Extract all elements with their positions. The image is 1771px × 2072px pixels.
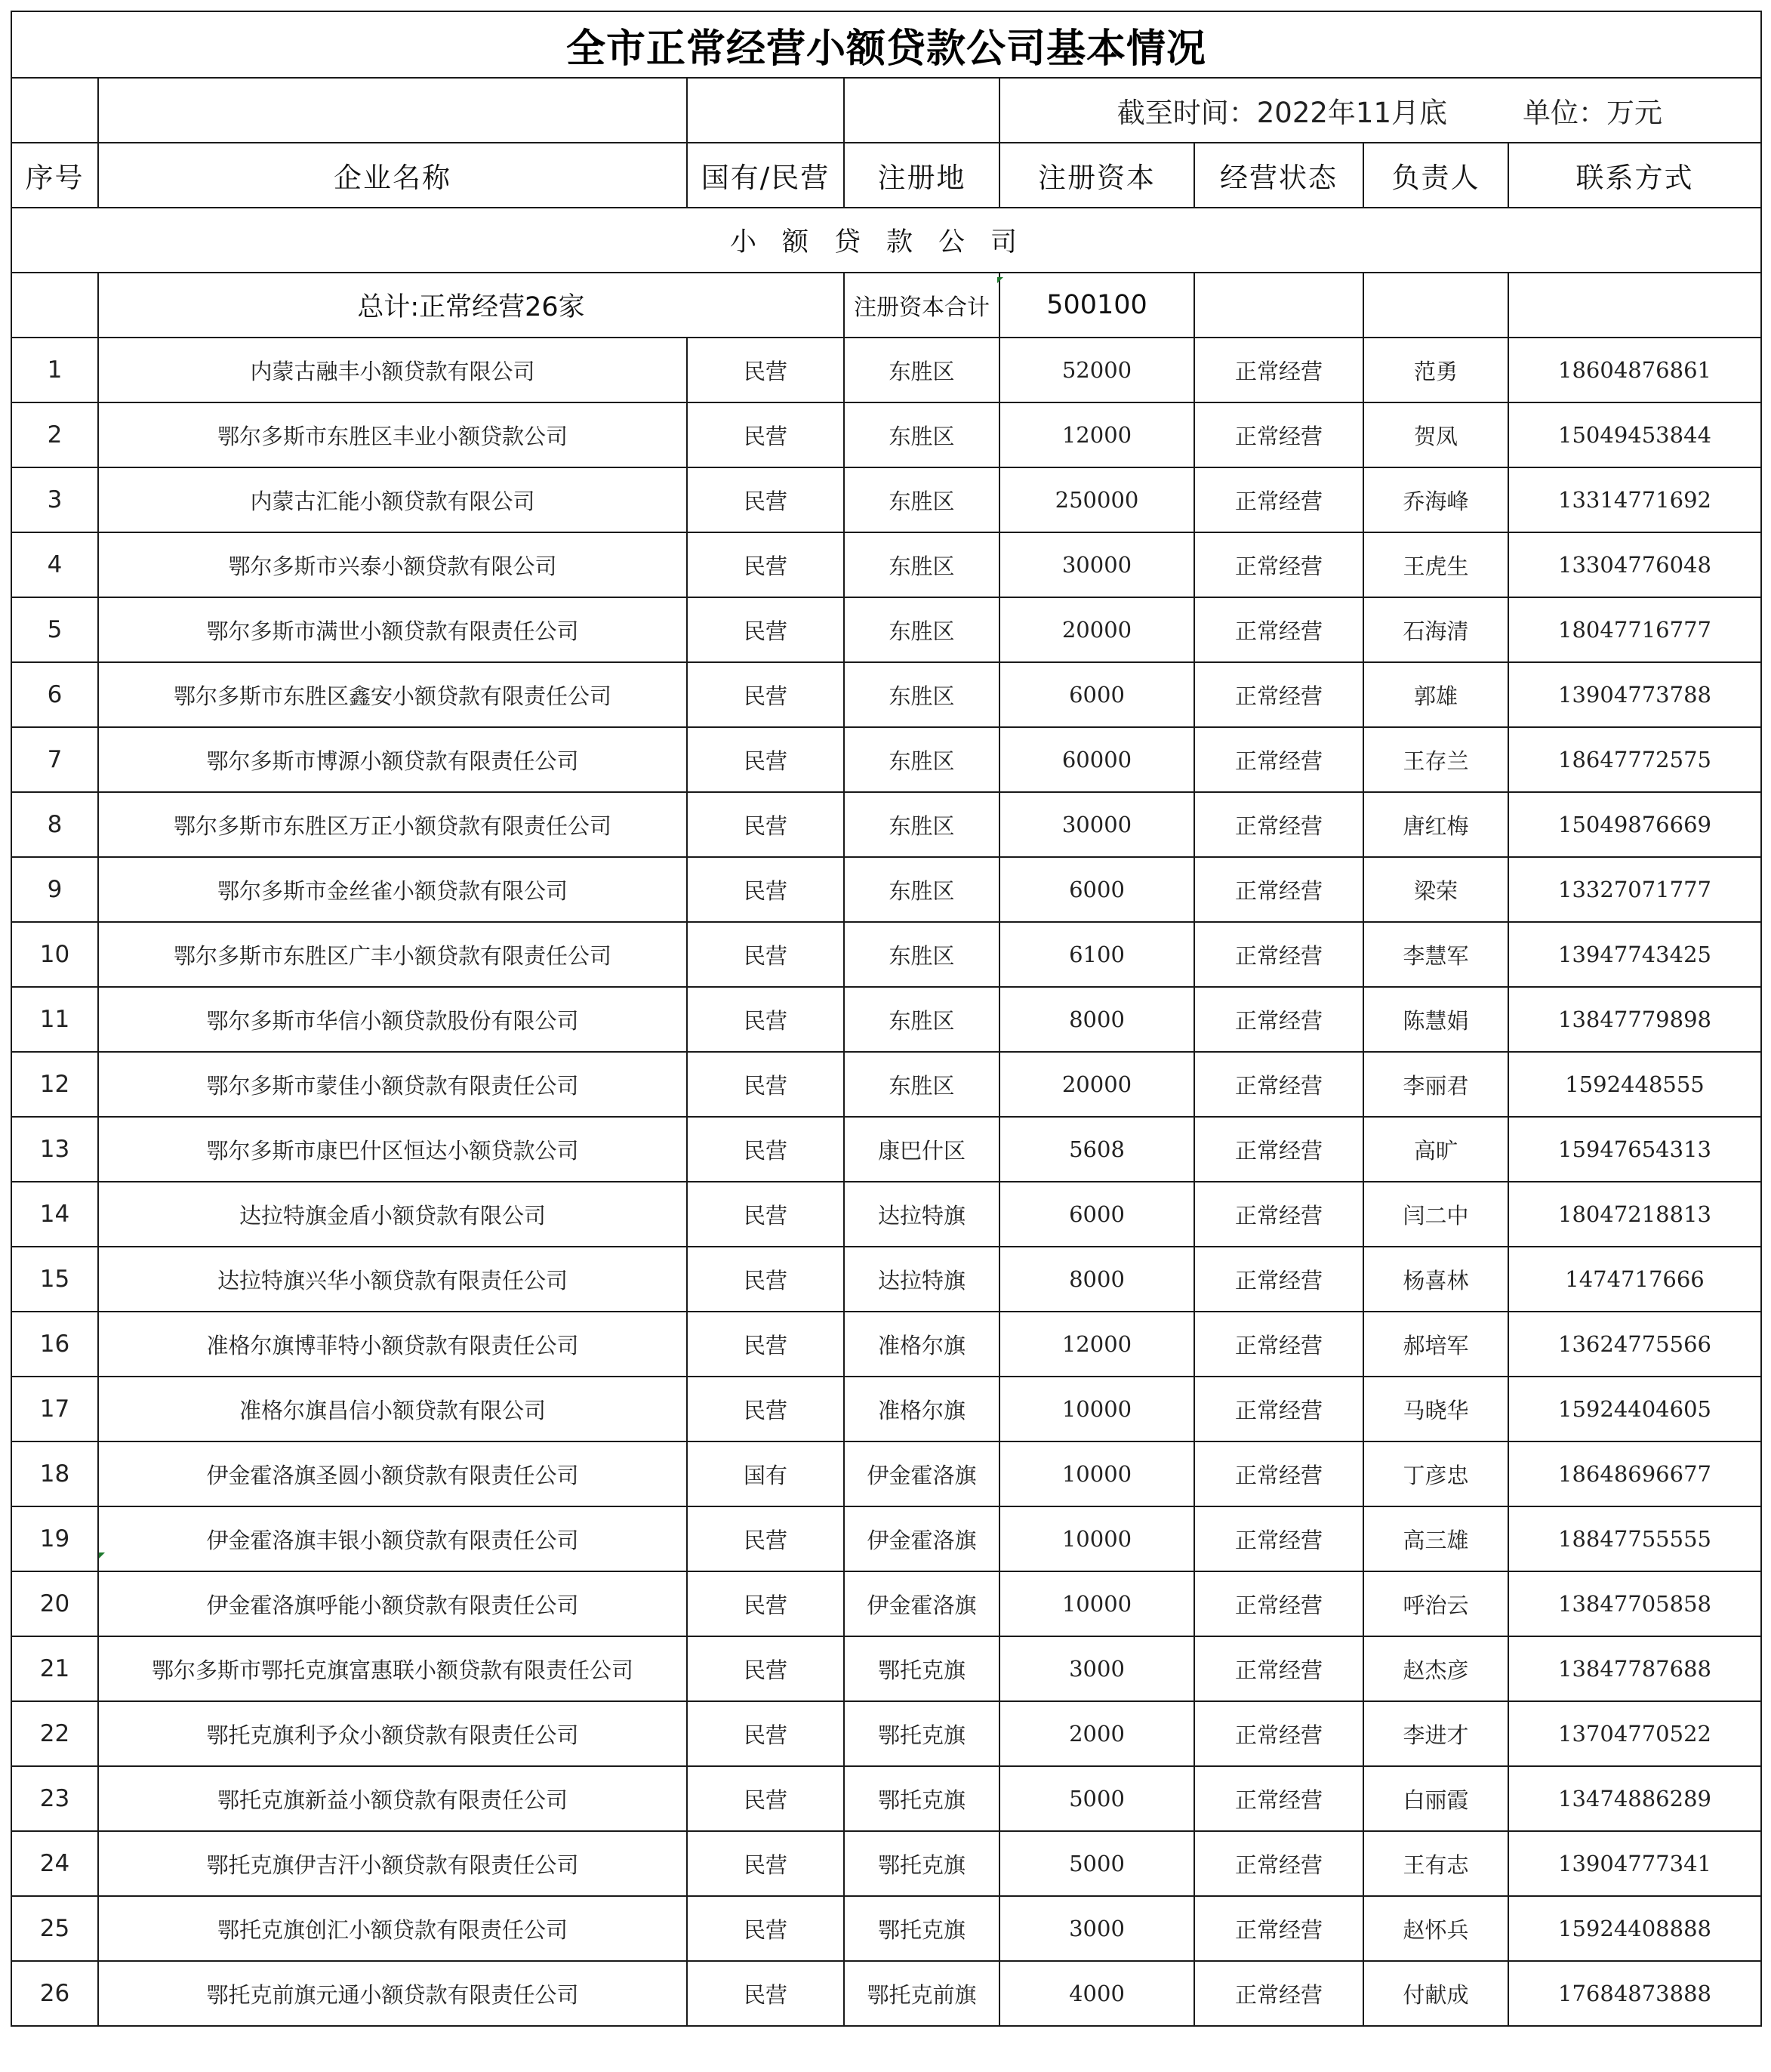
cell-person[interactable]: 马晓华 — [1363, 1377, 1508, 1441]
cell-person[interactable]: 李进才 — [1363, 1701, 1508, 1766]
cell-location[interactable]: 东胜区 — [844, 402, 999, 467]
cell-capital[interactable]: 8000 — [999, 987, 1194, 1052]
table-row — [11, 792, 1761, 857]
cell-no[interactable]: 9 — [11, 857, 98, 922]
cell-status[interactable]: 正常经营 — [1194, 467, 1363, 532]
cell-company-name[interactable]: 伊金霍洛旗呼能小额贷款有限责任公司 — [98, 1571, 687, 1636]
total-label[interactable]: 总计:正常经营26家 — [98, 273, 844, 338]
cell-no[interactable]: 8 — [11, 792, 98, 857]
cell-company-name[interactable]: 达拉特旗金盾小额贷款有限公司 — [98, 1182, 687, 1247]
cell-status[interactable]: 正常经营 — [1194, 1506, 1363, 1571]
cell-company-name[interactable]: 鄂尔多斯市金丝雀小额贷款有限公司 — [98, 857, 687, 922]
table-row — [11, 1831, 1761, 1896]
cell-status[interactable]: 正常经营 — [1194, 1961, 1363, 2026]
cell-capital[interactable]: 6000 — [999, 1182, 1194, 1247]
cell-location[interactable]: 鄂托克旗 — [844, 1636, 999, 1701]
cell-capital[interactable]: 12000 — [999, 1312, 1194, 1377]
cell-ownership[interactable]: 民营 — [687, 1117, 844, 1182]
cell-location[interactable]: 鄂托克前旗 — [844, 1961, 999, 2026]
as-of-date: 截至时间：2022年11月底 — [1116, 97, 1448, 129]
cell-company-name[interactable]: 鄂托克旗利予众小额贷款有限责任公司 — [98, 1701, 687, 1766]
cell-capital[interactable]: 2000 — [999, 1701, 1194, 1766]
cell-phone[interactable]: 13704770522 — [1508, 1701, 1761, 1766]
loan-companies-table — [11, 11, 1762, 2027]
cell-status[interactable]: 正常经营 — [1194, 727, 1363, 792]
cell-phone[interactable]: 13304776048 — [1508, 532, 1761, 597]
cell-phone[interactable]: 15049453844 — [1508, 402, 1761, 467]
table-row — [11, 1182, 1761, 1247]
cell-no[interactable]: 4 — [11, 532, 98, 597]
meta-empty-cell[interactable] — [687, 78, 844, 143]
cell-person[interactable]: 郭雄 — [1363, 662, 1508, 727]
cell-location[interactable]: 康巴什区 — [844, 1117, 999, 1182]
meta-row — [11, 78, 1761, 143]
total-empty-cell[interactable] — [1508, 273, 1761, 338]
table-row — [11, 1117, 1761, 1182]
cell-capital[interactable]: 12000 — [999, 402, 1194, 467]
section-row — [11, 208, 1761, 273]
cell-location[interactable]: 东胜区 — [844, 662, 999, 727]
meta-empty-cell[interactable] — [98, 78, 687, 143]
cell-ownership[interactable]: 民营 — [687, 1896, 844, 1961]
cell-phone[interactable]: 13474886289 — [1508, 1766, 1761, 1831]
cell-phone[interactable]: 15924408888 — [1508, 1896, 1761, 1961]
table-row — [11, 1766, 1761, 1831]
cell-location[interactable]: 达拉特旗 — [844, 1247, 999, 1312]
cell-phone[interactable]: 13327071777 — [1508, 857, 1761, 922]
cell-capital[interactable]: 4000 — [999, 1961, 1194, 2026]
header-ownership[interactable]: 国有/民营 — [687, 143, 844, 208]
cell-status[interactable]: 正常经营 — [1194, 662, 1363, 727]
cell-person[interactable]: 赵杰彦 — [1363, 1636, 1508, 1701]
cell-ownership[interactable]: 民营 — [687, 1052, 844, 1117]
cell-location[interactable]: 东胜区 — [844, 857, 999, 922]
cell-phone[interactable]: 18647772575 — [1508, 727, 1761, 792]
cell-ownership[interactable]: 民营 — [687, 338, 844, 402]
cell-person[interactable]: 陈慧娟 — [1363, 987, 1508, 1052]
cell-ownership[interactable]: 民营 — [687, 597, 844, 662]
cell-capital[interactable]: 10000 — [999, 1441, 1194, 1506]
table-row — [11, 597, 1761, 662]
cell-no[interactable]: 21 — [11, 1636, 98, 1701]
header-phone[interactable]: 联系方式 — [1508, 143, 1761, 208]
table-row — [11, 402, 1761, 467]
cell-person[interactable]: 王有志 — [1363, 1831, 1508, 1896]
cell-person[interactable]: 梁荣 — [1363, 857, 1508, 922]
cell-company-name[interactable]: 鄂托克旗伊吉汗小额贷款有限责任公司 — [98, 1831, 687, 1896]
section-title[interactable]: 小额贷款公司 — [11, 208, 1761, 273]
total-row — [11, 273, 1761, 338]
total-empty-cell[interactable] — [1363, 273, 1508, 338]
cell-status[interactable]: 正常经营 — [1194, 987, 1363, 1052]
cell-person[interactable]: 王虎生 — [1363, 532, 1508, 597]
cell-person[interactable]: 丁彦忠 — [1363, 1441, 1508, 1506]
cell-person[interactable]: 李丽君 — [1363, 1052, 1508, 1117]
cell-phone[interactable]: 18047218813 — [1508, 1182, 1761, 1247]
cell-location[interactable]: 伊金霍洛旗 — [844, 1441, 999, 1506]
cell-status[interactable]: 正常经营 — [1194, 1766, 1363, 1831]
cell-person[interactable]: 呼治云 — [1363, 1571, 1508, 1636]
cell-capital[interactable]: 6100 — [999, 922, 1194, 987]
table-row — [11, 1506, 1761, 1571]
cell-location[interactable]: 鄂托克旗 — [844, 1701, 999, 1766]
cell-company-name[interactable]: 内蒙古融丰小额贷款有限公司 — [98, 338, 687, 402]
cell-phone[interactable]: 13947743425 — [1508, 922, 1761, 987]
cell-location[interactable]: 东胜区 — [844, 338, 999, 402]
cell-ownership[interactable]: 民营 — [687, 402, 844, 467]
cell-person[interactable]: 范勇 — [1363, 338, 1508, 402]
cell-capital[interactable]: 5000 — [999, 1831, 1194, 1896]
cell-status[interactable]: 正常经营 — [1194, 597, 1363, 662]
cell-capital[interactable]: 10000 — [999, 1571, 1194, 1636]
cell-status[interactable]: 正常经营 — [1194, 1117, 1363, 1182]
table-row — [11, 1441, 1761, 1506]
cell-location[interactable]: 鄂托克旗 — [844, 1831, 999, 1896]
page-title[interactable]: 全市正常经营小额贷款公司基本情况 — [11, 11, 1761, 78]
table-row — [11, 1571, 1761, 1636]
cell-phone[interactable]: 18648696677 — [1508, 1441, 1761, 1506]
title-row — [11, 11, 1761, 78]
cell-person[interactable]: 白丽霞 — [1363, 1766, 1508, 1831]
cell-ownership[interactable]: 民营 — [687, 1571, 844, 1636]
cell-ownership[interactable]: 民营 — [687, 987, 844, 1052]
meta-empty-cell[interactable] — [11, 78, 98, 143]
header-capital[interactable]: 注册资本 — [999, 143, 1194, 208]
table-row — [11, 857, 1761, 922]
table-row — [11, 1052, 1761, 1117]
header-no[interactable]: 序号 — [11, 143, 98, 208]
table-row — [11, 727, 1761, 792]
cell-company-name[interactable]: 达拉特旗兴华小额贷款有限责任公司 — [98, 1247, 687, 1312]
table-row — [11, 1312, 1761, 1377]
cell-company-name[interactable]: 鄂尔多斯市康巴什区恒达小额贷款公司 — [98, 1117, 687, 1182]
cell-company-name[interactable]: 鄂尔多斯市东胜区万正小额贷款有限责任公司 — [98, 792, 687, 857]
cell-no[interactable]: 26 — [11, 1961, 98, 2026]
cell-ownership[interactable]: 民营 — [687, 857, 844, 922]
cell-status[interactable]: 正常经营 — [1194, 1377, 1363, 1441]
cell-status[interactable]: 正常经营 — [1194, 1052, 1363, 1117]
cell-location[interactable]: 东胜区 — [844, 532, 999, 597]
cell-location[interactable]: 东胜区 — [844, 727, 999, 792]
cell-person[interactable]: 王存兰 — [1363, 727, 1508, 792]
cell-company-name[interactable]: 鄂尔多斯市兴泰小额贷款有限公司 — [98, 532, 687, 597]
cell-ownership[interactable]: 民营 — [687, 1182, 844, 1247]
cell-ownership[interactable]: 民营 — [687, 1766, 844, 1831]
meta-cell[interactable] — [999, 78, 1761, 143]
cell-capital[interactable]: 30000 — [999, 792, 1194, 857]
cell-ownership[interactable]: 民营 — [687, 1506, 844, 1571]
cell-no[interactable]: 2 — [11, 402, 98, 467]
header-person[interactable]: 负责人 — [1363, 143, 1508, 208]
cell-phone[interactable]: 18847755555 — [1508, 1506, 1761, 1571]
table-row — [11, 338, 1761, 402]
cell-location[interactable]: 东胜区 — [844, 467, 999, 532]
cell-phone[interactable]: 15924404605 — [1508, 1377, 1761, 1441]
cell-no[interactable]: 7 — [11, 727, 98, 792]
cell-no[interactable]: 16 — [11, 1312, 98, 1377]
cell-status[interactable]: 正常经营 — [1194, 338, 1363, 402]
cell-phone[interactable]: 13847779898 — [1508, 987, 1761, 1052]
cell-ownership[interactable]: 国有 — [687, 1441, 844, 1506]
cell-phone[interactable]: 15049876669 — [1508, 792, 1761, 857]
cell-company-name[interactable]: 准格尔旗昌信小额贷款有限公司 — [98, 1377, 687, 1441]
cell-no[interactable]: 6 — [11, 662, 98, 727]
cell-person[interactable]: 赵怀兵 — [1363, 1896, 1508, 1961]
cell-no[interactable]: 5 — [11, 597, 98, 662]
meta-empty-cell[interactable] — [844, 78, 999, 143]
header-row — [11, 143, 1761, 208]
cell-capital[interactable]: 5608 — [999, 1117, 1194, 1182]
cell-phone[interactable]: 13847705858 — [1508, 1571, 1761, 1636]
table-row — [11, 532, 1761, 597]
cell-person[interactable]: 付献成 — [1363, 1961, 1508, 2026]
cell-phone[interactable]: 13624775566 — [1508, 1312, 1761, 1377]
cell-ownership[interactable]: 民营 — [687, 1377, 844, 1441]
cell-company-name[interactable]: 鄂尔多斯市蒙佳小额贷款有限责任公司 — [98, 1052, 687, 1117]
cell-capital[interactable]: 250000 — [999, 467, 1194, 532]
cell-company-name[interactable]: 鄂尔多斯市东胜区鑫安小额贷款有限责任公司 — [98, 662, 687, 727]
cell-ownership[interactable]: 民营 — [687, 727, 844, 792]
cell-capital[interactable]: 3000 — [999, 1896, 1194, 1961]
cell-capital[interactable]: 8000 — [999, 1247, 1194, 1312]
cell-no[interactable]: 1 — [11, 338, 98, 402]
cell-location[interactable]: 东胜区 — [844, 597, 999, 662]
meta-wrap — [1000, 90, 1760, 131]
cell-no[interactable]: 14 — [11, 1182, 98, 1247]
cell-person[interactable]: 唐红梅 — [1363, 792, 1508, 857]
cell-location[interactable]: 准格尔旗 — [844, 1312, 999, 1377]
cell-ownership[interactable]: 民营 — [687, 792, 844, 857]
cell-ownership[interactable]: 民营 — [687, 1831, 844, 1896]
cell-phone[interactable]: 1592448555 — [1508, 1052, 1761, 1117]
cell-capital[interactable]: 6000 — [999, 857, 1194, 922]
cell-capital[interactable]: 6000 — [999, 662, 1194, 727]
cell-no[interactable]: 13 — [11, 1117, 98, 1182]
cell-status[interactable]: 正常经营 — [1194, 1182, 1363, 1247]
cell-company-name[interactable]: 鄂尔多斯市东胜区丰业小额贷款公司 — [98, 402, 687, 467]
cell-phone[interactable]: 18047716777 — [1508, 597, 1761, 662]
cell-location[interactable]: 准格尔旗 — [844, 1377, 999, 1441]
cell-status[interactable]: 正常经营 — [1194, 1831, 1363, 1896]
cell-no[interactable]: 11 — [11, 987, 98, 1052]
header-location[interactable]: 注册地 — [844, 143, 999, 208]
cell-location[interactable]: 伊金霍洛旗 — [844, 1571, 999, 1636]
cell-ownership[interactable]: 民营 — [687, 922, 844, 987]
cell-ownership[interactable]: 民营 — [687, 1636, 844, 1701]
table-row — [11, 1377, 1761, 1441]
cell-phone[interactable]: 15947654313 — [1508, 1117, 1761, 1182]
cell-company-name[interactable]: 内蒙古汇能小额贷款有限公司 — [98, 467, 687, 532]
cell-status[interactable]: 正常经营 — [1194, 1441, 1363, 1506]
cell-capital[interactable]: 60000 — [999, 727, 1194, 792]
cell-no[interactable]: 25 — [11, 1896, 98, 1961]
cell-person[interactable]: 杨喜林 — [1363, 1247, 1508, 1312]
cell-person[interactable]: 李慧军 — [1363, 922, 1508, 987]
cell-status[interactable]: 正常经营 — [1194, 922, 1363, 987]
table-row — [11, 987, 1761, 1052]
cell-location[interactable]: 东胜区 — [844, 1052, 999, 1117]
cell-ownership[interactable]: 民营 — [687, 1312, 844, 1377]
cell-no[interactable]: 3 — [11, 467, 98, 532]
table-row — [11, 662, 1761, 727]
cell-company-name[interactable]: 鄂尔多斯市鄂托克旗富惠联小额贷款有限责任公司 — [98, 1636, 687, 1701]
spreadsheet — [11, 11, 1760, 2027]
cell-person[interactable]: 高旷 — [1363, 1117, 1508, 1182]
cell-no[interactable]: 19 — [11, 1506, 98, 1571]
cell-phone[interactable]: 1474717666 — [1508, 1247, 1761, 1312]
cell-company-name[interactable]: 鄂托克前旗元通小额贷款有限责任公司 — [98, 1961, 687, 2026]
cell-status[interactable]: 正常经营 — [1194, 532, 1363, 597]
table-row — [11, 1636, 1761, 1701]
cell-phone[interactable]: 13314771692 — [1508, 467, 1761, 532]
cell-phone[interactable]: 13904777341 — [1508, 1831, 1761, 1896]
cell-no[interactable]: 18 — [11, 1441, 98, 1506]
cell-capital[interactable]: 20000 — [999, 597, 1194, 662]
cell-location[interactable]: 伊金霍洛旗 — [844, 1506, 999, 1571]
cell-person[interactable]: 乔海峰 — [1363, 467, 1508, 532]
cell-location[interactable]: 达拉特旗 — [844, 1182, 999, 1247]
cell-capital[interactable]: 10000 — [999, 1377, 1194, 1441]
cell-company-name[interactable]: 伊金霍洛旗圣圆小额贷款有限责任公司 — [98, 1441, 687, 1506]
unit-label: 单位：万元 — [1523, 97, 1663, 129]
cell-no[interactable]: 15 — [11, 1247, 98, 1312]
cell-phone[interactable]: 17684873888 — [1508, 1961, 1761, 2026]
cell-phone[interactable]: 13904773788 — [1508, 662, 1761, 727]
cell-no[interactable]: 23 — [11, 1766, 98, 1831]
cell-company-name[interactable]: 鄂托克旗新益小额贷款有限责任公司 — [98, 1766, 687, 1831]
total-capital-value[interactable]: 500100 — [999, 273, 1194, 338]
cell-person[interactable]: 郝培军 — [1363, 1312, 1508, 1377]
cell-location[interactable]: 东胜区 — [844, 792, 999, 857]
cell-person[interactable]: 石海清 — [1363, 597, 1508, 662]
cell-ownership[interactable]: 民营 — [687, 1247, 844, 1312]
cell-company-name[interactable]: 准格尔旗博菲特小额贷款有限责任公司 — [98, 1312, 687, 1377]
cell-status[interactable]: 正常经营 — [1194, 1312, 1363, 1377]
cell-status[interactable]: 正常经营 — [1194, 792, 1363, 857]
cell-person[interactable]: 闫二中 — [1363, 1182, 1508, 1247]
cell-ownership[interactable]: 民营 — [687, 467, 844, 532]
cell-no[interactable]: 20 — [11, 1571, 98, 1636]
cell-location[interactable]: 东胜区 — [844, 987, 999, 1052]
table-row — [11, 467, 1761, 532]
cell-company-name[interactable]: 伊金霍洛旗丰银小额贷款有限责任公司 — [98, 1506, 687, 1571]
cell-comment-marker — [997, 277, 1003, 283]
table-row — [11, 1247, 1761, 1312]
table-row — [11, 1896, 1761, 1961]
cell-location[interactable]: 鄂托克旗 — [844, 1766, 999, 1831]
cell-capital[interactable]: 52000 — [999, 338, 1194, 402]
cell-no[interactable]: 22 — [11, 1701, 98, 1766]
cell-person[interactable]: 高三雄 — [1363, 1506, 1508, 1571]
header-status[interactable]: 经营状态 — [1194, 143, 1363, 208]
cell-company-name[interactable]: 鄂托克旗创汇小额贷款有限责任公司 — [98, 1896, 687, 1961]
cell-location[interactable]: 东胜区 — [844, 922, 999, 987]
total-empty-cell[interactable] — [1194, 273, 1363, 338]
cell-company-name[interactable]: 鄂尔多斯市满世小额贷款有限责任公司 — [98, 597, 687, 662]
cell-status[interactable]: 正常经营 — [1194, 857, 1363, 922]
cell-phone[interactable]: 13847787688 — [1508, 1636, 1761, 1701]
cell-comment-marker — [99, 1552, 105, 1559]
table-row — [11, 922, 1761, 987]
cell-status[interactable]: 正常经营 — [1194, 1636, 1363, 1701]
total-empty-cell[interactable] — [11, 273, 98, 338]
cell-capital[interactable]: 10000 — [999, 1506, 1194, 1571]
table-row — [11, 1701, 1761, 1766]
cell-capital[interactable]: 3000 — [999, 1636, 1194, 1701]
cell-ownership[interactable]: 民营 — [687, 662, 844, 727]
header-name[interactable]: 企业名称 — [98, 143, 687, 208]
cell-ownership[interactable]: 民营 — [687, 1961, 844, 2026]
cell-company-name[interactable]: 鄂尔多斯市东胜区广丰小额贷款有限责任公司 — [98, 922, 687, 987]
cell-phone[interactable]: 18604876861 — [1508, 338, 1761, 402]
cell-ownership[interactable]: 民营 — [687, 1701, 844, 1766]
cell-status[interactable]: 正常经营 — [1194, 1896, 1363, 1961]
cell-no[interactable]: 10 — [11, 922, 98, 987]
cell-status[interactable]: 正常经营 — [1194, 402, 1363, 467]
cell-company-name[interactable]: 鄂尔多斯市博源小额贷款有限责任公司 — [98, 727, 687, 792]
cell-no[interactable]: 12 — [11, 1052, 98, 1117]
cell-status[interactable]: 正常经营 — [1194, 1701, 1363, 1766]
cell-company-name[interactable]: 鄂尔多斯市华信小额贷款股份有限公司 — [98, 987, 687, 1052]
cell-ownership[interactable]: 民营 — [687, 532, 844, 597]
cell-location[interactable]: 鄂托克旗 — [844, 1896, 999, 1961]
cell-status[interactable]: 正常经营 — [1194, 1247, 1363, 1312]
cell-no[interactable]: 24 — [11, 1831, 98, 1896]
cell-no[interactable]: 17 — [11, 1377, 98, 1441]
cell-capital[interactable]: 5000 — [999, 1766, 1194, 1831]
cell-status[interactable]: 正常经营 — [1194, 1571, 1363, 1636]
table-row — [11, 1961, 1761, 2026]
cell-capital[interactable]: 20000 — [999, 1052, 1194, 1117]
cell-capital[interactable]: 30000 — [999, 532, 1194, 597]
total-capital-label[interactable]: 注册资本合计 — [844, 273, 999, 338]
cell-person[interactable]: 贺凤 — [1363, 402, 1508, 467]
